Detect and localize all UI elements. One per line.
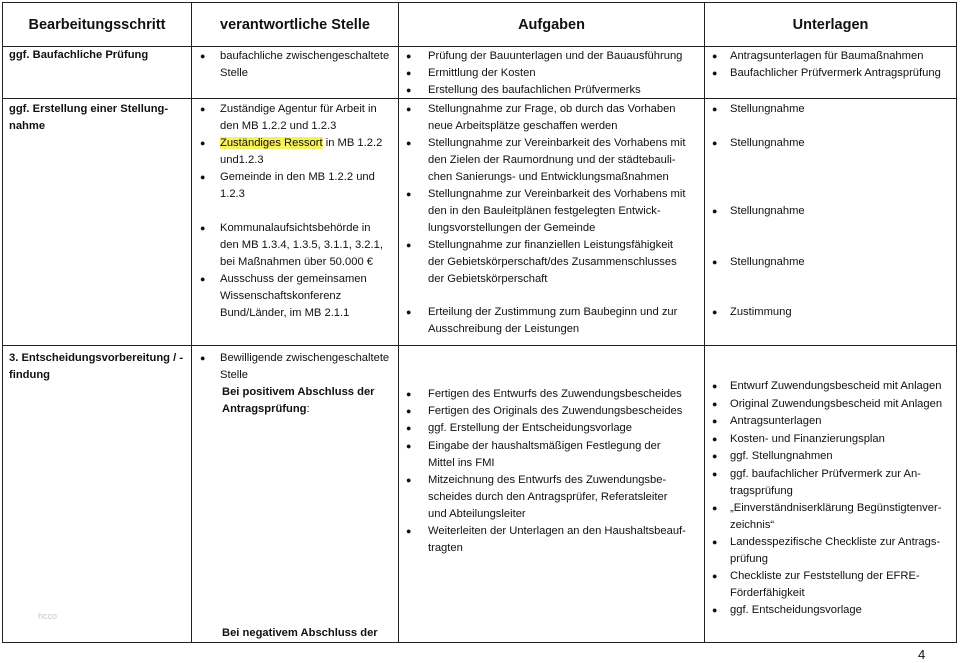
highlighted-text: Zuständiges Ressort <box>220 137 323 149</box>
header-stelle: verantwortliche Stelle <box>220 16 370 33</box>
unterlage-item: ggf. Entscheidungsvorlage <box>730 604 862 616</box>
unterlage-item: Antragsunterlagen für Baumaßnahmen <box>730 50 924 62</box>
stelle-item: den MB 1.2.2 und 1.2.3 <box>220 120 337 132</box>
bullet-icon: ● <box>406 526 412 536</box>
bullet-icon: ● <box>712 307 718 317</box>
aufgabe-item: neue Arbeitsplätze geschaffen werden <box>428 120 618 132</box>
stelle-item: bei Maßnahmen über 50.000 € <box>220 256 373 268</box>
bullet-icon: ● <box>712 51 718 61</box>
aufgabe-item: Erstellung des baufachlichen Prüfvermerks <box>428 84 641 96</box>
aufgabe-item: Mitzeichnung des Entwurfs des Zuwendungsbe- <box>428 474 667 486</box>
stelle-item: Bewilligende zwischengeschaltete <box>220 352 390 364</box>
aufgabe-item: scheides durch den Antragsprüfer, Referatsleiter <box>428 491 668 503</box>
aufgabe-item: Stellungnahme zur Vereinbarkeit des Vorhabens mit <box>428 137 686 149</box>
aufgabe-item: Fertigen des Originals des Zuwendungsbescheides <box>428 405 683 417</box>
bullet-icon: ● <box>406 441 412 451</box>
aufgabe-item: den Zielen der Raumordnung und der städtebauli- <box>428 154 676 166</box>
stelle-item: Kommunalaufsichtsbehörde in <box>220 222 371 234</box>
aufgabe-item: tragten <box>428 542 463 554</box>
bullet-icon: ● <box>406 85 412 95</box>
stelle-item: und1.2.3 <box>220 154 264 166</box>
aufgabe-item: Ausschreibung der Leistungen <box>428 323 580 335</box>
unterlage-item: Checkliste zur Feststellung der EFRE- <box>730 570 920 582</box>
step-label: ggf. Baufachliche Prüfung <box>9 49 149 61</box>
header-unterlagen: Unterlagen <box>792 16 869 33</box>
bullet-icon: ● <box>406 389 412 399</box>
step-label: 3. Entscheidungsvorbereitung / - <box>9 352 184 364</box>
bullet-icon: ● <box>406 406 412 416</box>
stelle-item: Wissenschaftskonferenz <box>220 290 342 302</box>
unterlage-item: Baufachlicher Prüfvermerk Antragsprüfung <box>730 67 941 79</box>
unterlage-item: Förderfähigkeit <box>730 587 805 599</box>
aufgabe-item: Fertigen des Entwurfs des Zuwendungsbescheides <box>428 388 682 400</box>
bullet-icon: ● <box>712 537 718 547</box>
aufgabe-item: Stellungnahme zur finanziellen Leistungsfähigkeit <box>428 239 674 251</box>
stelle-item: Bund/Länder, im MB 2.1.1 <box>220 307 350 319</box>
bullet-icon: ● <box>406 51 412 61</box>
step-label: findung <box>9 369 51 381</box>
unterlage-item: „Einverständniserklärung Begünstigtenver- <box>730 502 942 514</box>
stelle-item: Stelle <box>220 67 248 79</box>
bullet-icon: ● <box>406 307 412 317</box>
aufgabe-item: und Abteilungsleiter <box>428 508 526 520</box>
bullet-icon: ● <box>712 416 718 426</box>
bullet-icon: ● <box>712 104 718 114</box>
watermark: hcco <box>38 611 58 621</box>
unterlage-item: Kosten- und Finanzierungsplan <box>730 433 885 445</box>
unterlage-item: Original Zuwendungsbescheid mit Anlagen <box>730 398 943 410</box>
unterlage-item: Stellungnahme <box>730 137 805 149</box>
bullet-icon: ● <box>200 223 206 233</box>
unterlage-item: Stellungnahme <box>730 256 805 268</box>
aufgabe-item: Prüfung der Bauunterlagen und der Bauausführung <box>428 50 683 62</box>
stelle-item: Zuständiges Ressort in MB 1.2.2 <box>220 137 383 149</box>
unterlage-item: prüfung <box>730 553 768 565</box>
aufgabe-item: chen Sanierungs- und Entwicklungsmaßnahmen <box>428 171 669 183</box>
bullet-icon: ● <box>406 138 412 148</box>
unterlage-item: ggf. baufachlicher Prüfvermerk zur An- <box>730 468 921 480</box>
positive-label: Bei positivem Abschluss der <box>222 386 375 398</box>
bullet-icon: ● <box>406 68 412 78</box>
unterlage-item: Entwurf Zuwendungsbescheid mit Anlagen <box>730 380 942 392</box>
positive-label: Antragsprüfung: <box>222 403 310 415</box>
bullet-icon: ● <box>406 104 412 114</box>
bullet-icon: ● <box>712 451 718 461</box>
bullet-icon: ● <box>712 68 718 78</box>
aufgabe-item: Mittel ins FMI <box>428 457 495 469</box>
unterlage-item: Zustimmung <box>730 306 792 318</box>
row-divider <box>3 345 956 346</box>
unterlage-item: Antragsunterlagen <box>730 415 822 427</box>
bullet-icon: ● <box>200 51 206 61</box>
bullet-icon: ● <box>712 503 718 513</box>
unterlage-item: ggf. Stellungnahmen <box>730 450 833 462</box>
positive-label-colon: : <box>306 403 310 415</box>
bullet-icon: ● <box>406 240 412 250</box>
step-label: ggf. Erstellung einer Stellung- <box>9 103 169 115</box>
unterlage-item: zeichnis“ <box>730 519 775 531</box>
bullet-icon: ● <box>712 381 718 391</box>
unterlage-item: Stellungnahme <box>730 103 805 115</box>
stelle-item: Ausschuss der gemeinsamen <box>220 273 367 285</box>
bullet-icon: ● <box>200 353 206 363</box>
bullet-icon: ● <box>712 206 718 216</box>
stelle-item: Gemeinde in den MB 1.2.2 und <box>220 171 375 183</box>
bullet-icon: ● <box>406 423 412 433</box>
unterlage-item: Stellungnahme <box>730 205 805 217</box>
bullet-icon: ● <box>712 469 718 479</box>
stelle-item: 1.2.3 <box>220 188 245 200</box>
bullet-icon: ● <box>200 104 206 114</box>
bullet-icon: ● <box>200 172 206 182</box>
aufgabe-item: lungsvorstellungen der Gemeinde <box>428 222 596 234</box>
negative-label: Bei negativem Abschluss der <box>222 627 378 639</box>
bullet-icon: ● <box>406 189 412 199</box>
aufgabe-item: Erteilung der Zustimmung zum Baubeginn und zur <box>428 306 678 318</box>
bullet-icon: ● <box>406 475 412 485</box>
unterlage-item: tragsprüfung <box>730 485 793 497</box>
bullet-icon: ● <box>712 434 718 444</box>
stelle-item: den MB 1.3.4, 1.3.5, 3.1.1, 3.2.1, <box>220 239 383 251</box>
aufgabe-item: Weiterleiten der Unterlagen an den Haushaltsbeauf- <box>428 525 686 537</box>
stelle-item: baufachliche zwischengeschaltete <box>220 50 390 62</box>
aufgabe-item: der Gebietskörperschaft <box>428 273 548 285</box>
header-step: Bearbeitungsschritt <box>28 16 166 33</box>
bullet-icon: ● <box>712 571 718 581</box>
stelle-item: Zuständige Agentur für Arbeit in <box>220 103 377 115</box>
bullet-icon: ● <box>200 274 206 284</box>
unterlage-item: Landesspezifische Checkliste zur Antrags- <box>730 536 941 548</box>
header-aufgaben: Aufgaben <box>518 16 585 33</box>
stelle-item: Stelle <box>220 369 248 381</box>
bullet-icon: ● <box>712 399 718 409</box>
bullet-icon: ● <box>200 138 206 148</box>
bullet-icon: ● <box>712 605 718 615</box>
aufgabe-item: Eingabe der haushaltsmäßigen Festlegung der <box>428 440 661 452</box>
bullet-icon: ● <box>712 257 718 267</box>
bullet-icon: ● <box>712 138 718 148</box>
page-number: 4 <box>918 647 926 662</box>
aufgabe-item: Ermittlung der Kosten <box>428 67 536 79</box>
aufgabe-item: der Gebietskörperschaft/des Zusammenschlusses <box>428 256 677 268</box>
aufgabe-item: Stellungnahme zur Frage, ob durch das Vorhaben <box>428 103 676 115</box>
aufgabe-item: Stellungnahme zur Vereinbarkeit des Vorhabens mit <box>428 188 686 200</box>
aufgabe-item: ggf. Erstellung der Entscheidungsvorlage <box>428 422 632 434</box>
step-label: nahme <box>9 120 46 132</box>
aufgabe-item: den in den Bauleitplänen festgelegten Entwick- <box>428 205 661 217</box>
